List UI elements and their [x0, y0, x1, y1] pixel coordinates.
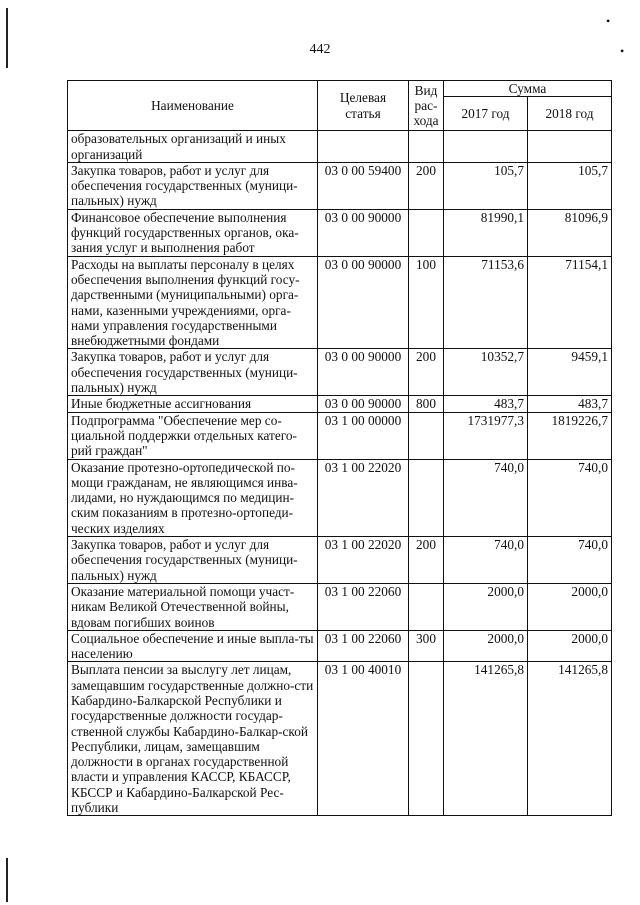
row-amount-2018: 141265,8: [528, 662, 612, 816]
row-name: образовательных организаций и иных организаций: [68, 131, 318, 163]
row-target-code: 03 0 00 59400: [318, 162, 409, 209]
row-expense-type: [409, 583, 444, 630]
row-expense-type: 800: [409, 396, 444, 412]
row-target-code: 03 0 00 90000: [318, 209, 409, 256]
row-amount-2018: 740,0: [528, 537, 612, 584]
row-name: Расходы на выплаты персоналу в целях обеспечения выполнения функций госу-дарственными (муниципальными) орга-нами, казенными учреждениями, орга-нами управления государственными внебюджетными фондами: [68, 256, 318, 349]
table-row: [68, 396, 612, 412]
row-amount-2017: 10352,7: [444, 349, 528, 396]
table-row: [68, 209, 612, 256]
row-name: Финансовое обеспечение выполнения функций государственных органов, ока-зания услуг и выполнения работ: [68, 209, 318, 256]
row-target-code: 03 0 00 90000: [318, 256, 409, 349]
row-amount-2017: 81990,1: [444, 209, 528, 256]
row-expense-type: [409, 459, 444, 536]
row-amount-2018: 2000,0: [528, 583, 612, 630]
row-amount-2017: 2000,0: [444, 630, 528, 662]
row-amount-2017: 71153,6: [444, 256, 528, 349]
header-year-2017: 2017 год: [444, 97, 528, 131]
row-name: Закупка товаров, работ и услуг для обеспечения государственных (муници-пальных) нужд: [68, 349, 318, 396]
page-number: 442: [309, 42, 331, 57]
table-row: [68, 349, 612, 396]
row-amount-2017: 1731977,3: [444, 412, 528, 459]
row-amount-2018: 81096,9: [528, 209, 612, 256]
row-target-code: 03 1 00 22060: [318, 583, 409, 630]
table-row: [68, 583, 612, 630]
budget-table: [67, 80, 612, 816]
scan-edge-mark: [6, 858, 8, 902]
table-row: [68, 162, 612, 209]
row-name: Оказание протезно-ортопедической по-мощи гражданам, не являющимся инва-лидами, но нуждающимся по медицин-ским показаниям в протезно-ортопеди-ческих изделиях: [68, 459, 318, 536]
row-target-code: 03 0 00 90000: [318, 396, 409, 412]
row-name: Оказание материальной помощи участ-никам Великой Отечественной войны, вдовам погибших воинов: [68, 583, 318, 630]
row-expense-type: 200: [409, 537, 444, 584]
row-expense-type: 100: [409, 256, 444, 349]
row-amount-2018: 483,7: [528, 396, 612, 412]
row-amount-2018: 740,0: [528, 459, 612, 536]
row-name: Выплата пенсии за выслугу лет лицам, замещавшим государственные должно-сти Кабардино-Балкарской Республики и государственные должности государ-ственной службы Кабардино-Балкар-ской Республики, лицам, замещавшим должности в органах государственной власти и управления КАССР, КБАССР, КБССР и Кабардино-Балкарской Рес-публики: [68, 662, 318, 816]
row-amount-2018: 105,7: [528, 162, 612, 209]
row-target-code: 03 1 00 00000: [318, 412, 409, 459]
row-target-code: 03 1 00 22020: [318, 537, 409, 584]
row-target-code: [318, 131, 409, 163]
row-expense-type: [409, 662, 444, 816]
table-row: [68, 131, 612, 163]
row-expense-type: [409, 209, 444, 256]
row-amount-2017: 105,7: [444, 162, 528, 209]
table-row: [68, 662, 612, 816]
row-amount-2018: 71154,1: [528, 256, 612, 349]
row-amount-2017: 740,0: [444, 459, 528, 536]
header-vid: Вид рас-хода: [409, 81, 444, 131]
row-amount-2017: [444, 131, 528, 163]
row-expense-type: 200: [409, 349, 444, 396]
row-amount-2017: 141265,8: [444, 662, 528, 816]
row-amount-2017: 740,0: [444, 537, 528, 584]
row-expense-type: [409, 131, 444, 163]
row-amount-2018: 2000,0: [528, 630, 612, 662]
row-amount-2018: [528, 131, 612, 163]
row-target-code: 03 1 00 40010: [318, 662, 409, 816]
table-row: [68, 256, 612, 349]
table-row: [68, 459, 612, 536]
header-sum: Сумма: [444, 81, 612, 97]
table-row: [68, 537, 612, 584]
table-row: [68, 630, 612, 662]
table-row: [68, 412, 612, 459]
header-code: Целевая статья: [318, 81, 409, 131]
row-expense-type: 300: [409, 630, 444, 662]
row-name: Иные бюджетные ассигнования: [68, 396, 318, 412]
row-expense-type: 200: [409, 162, 444, 209]
row-name: Закупка товаров, работ и услуг для обеспечения государственных (муници-пальных) нужд: [68, 162, 318, 209]
scan-speck: •: [620, 44, 625, 58]
scan-edge-mark: [6, 8, 8, 68]
row-name: Подпрограмма "Обеспечение мер со-циальной поддержки отдельных катего-рий граждан": [68, 412, 318, 459]
row-name: Социальное обеспечение и иные выпла-ты населению: [68, 630, 318, 662]
row-amount-2017: 483,7: [444, 396, 528, 412]
row-target-code: 03 1 00 22020: [318, 459, 409, 536]
row-amount-2018: 1819226,7: [528, 412, 612, 459]
header-year-2018: 2018 год: [528, 97, 612, 131]
scan-speck: •: [606, 14, 611, 28]
row-expense-type: [409, 412, 444, 459]
row-target-code: 03 0 00 90000: [318, 349, 409, 396]
row-amount-2018: 9459,1: [528, 349, 612, 396]
row-target-code: 03 1 00 22060: [318, 630, 409, 662]
row-amount-2017: 2000,0: [444, 583, 528, 630]
row-name: Закупка товаров, работ и услуг для обеспечения государственных (муници-пальных) нужд: [68, 537, 318, 584]
header-name: Наименование: [68, 81, 318, 131]
